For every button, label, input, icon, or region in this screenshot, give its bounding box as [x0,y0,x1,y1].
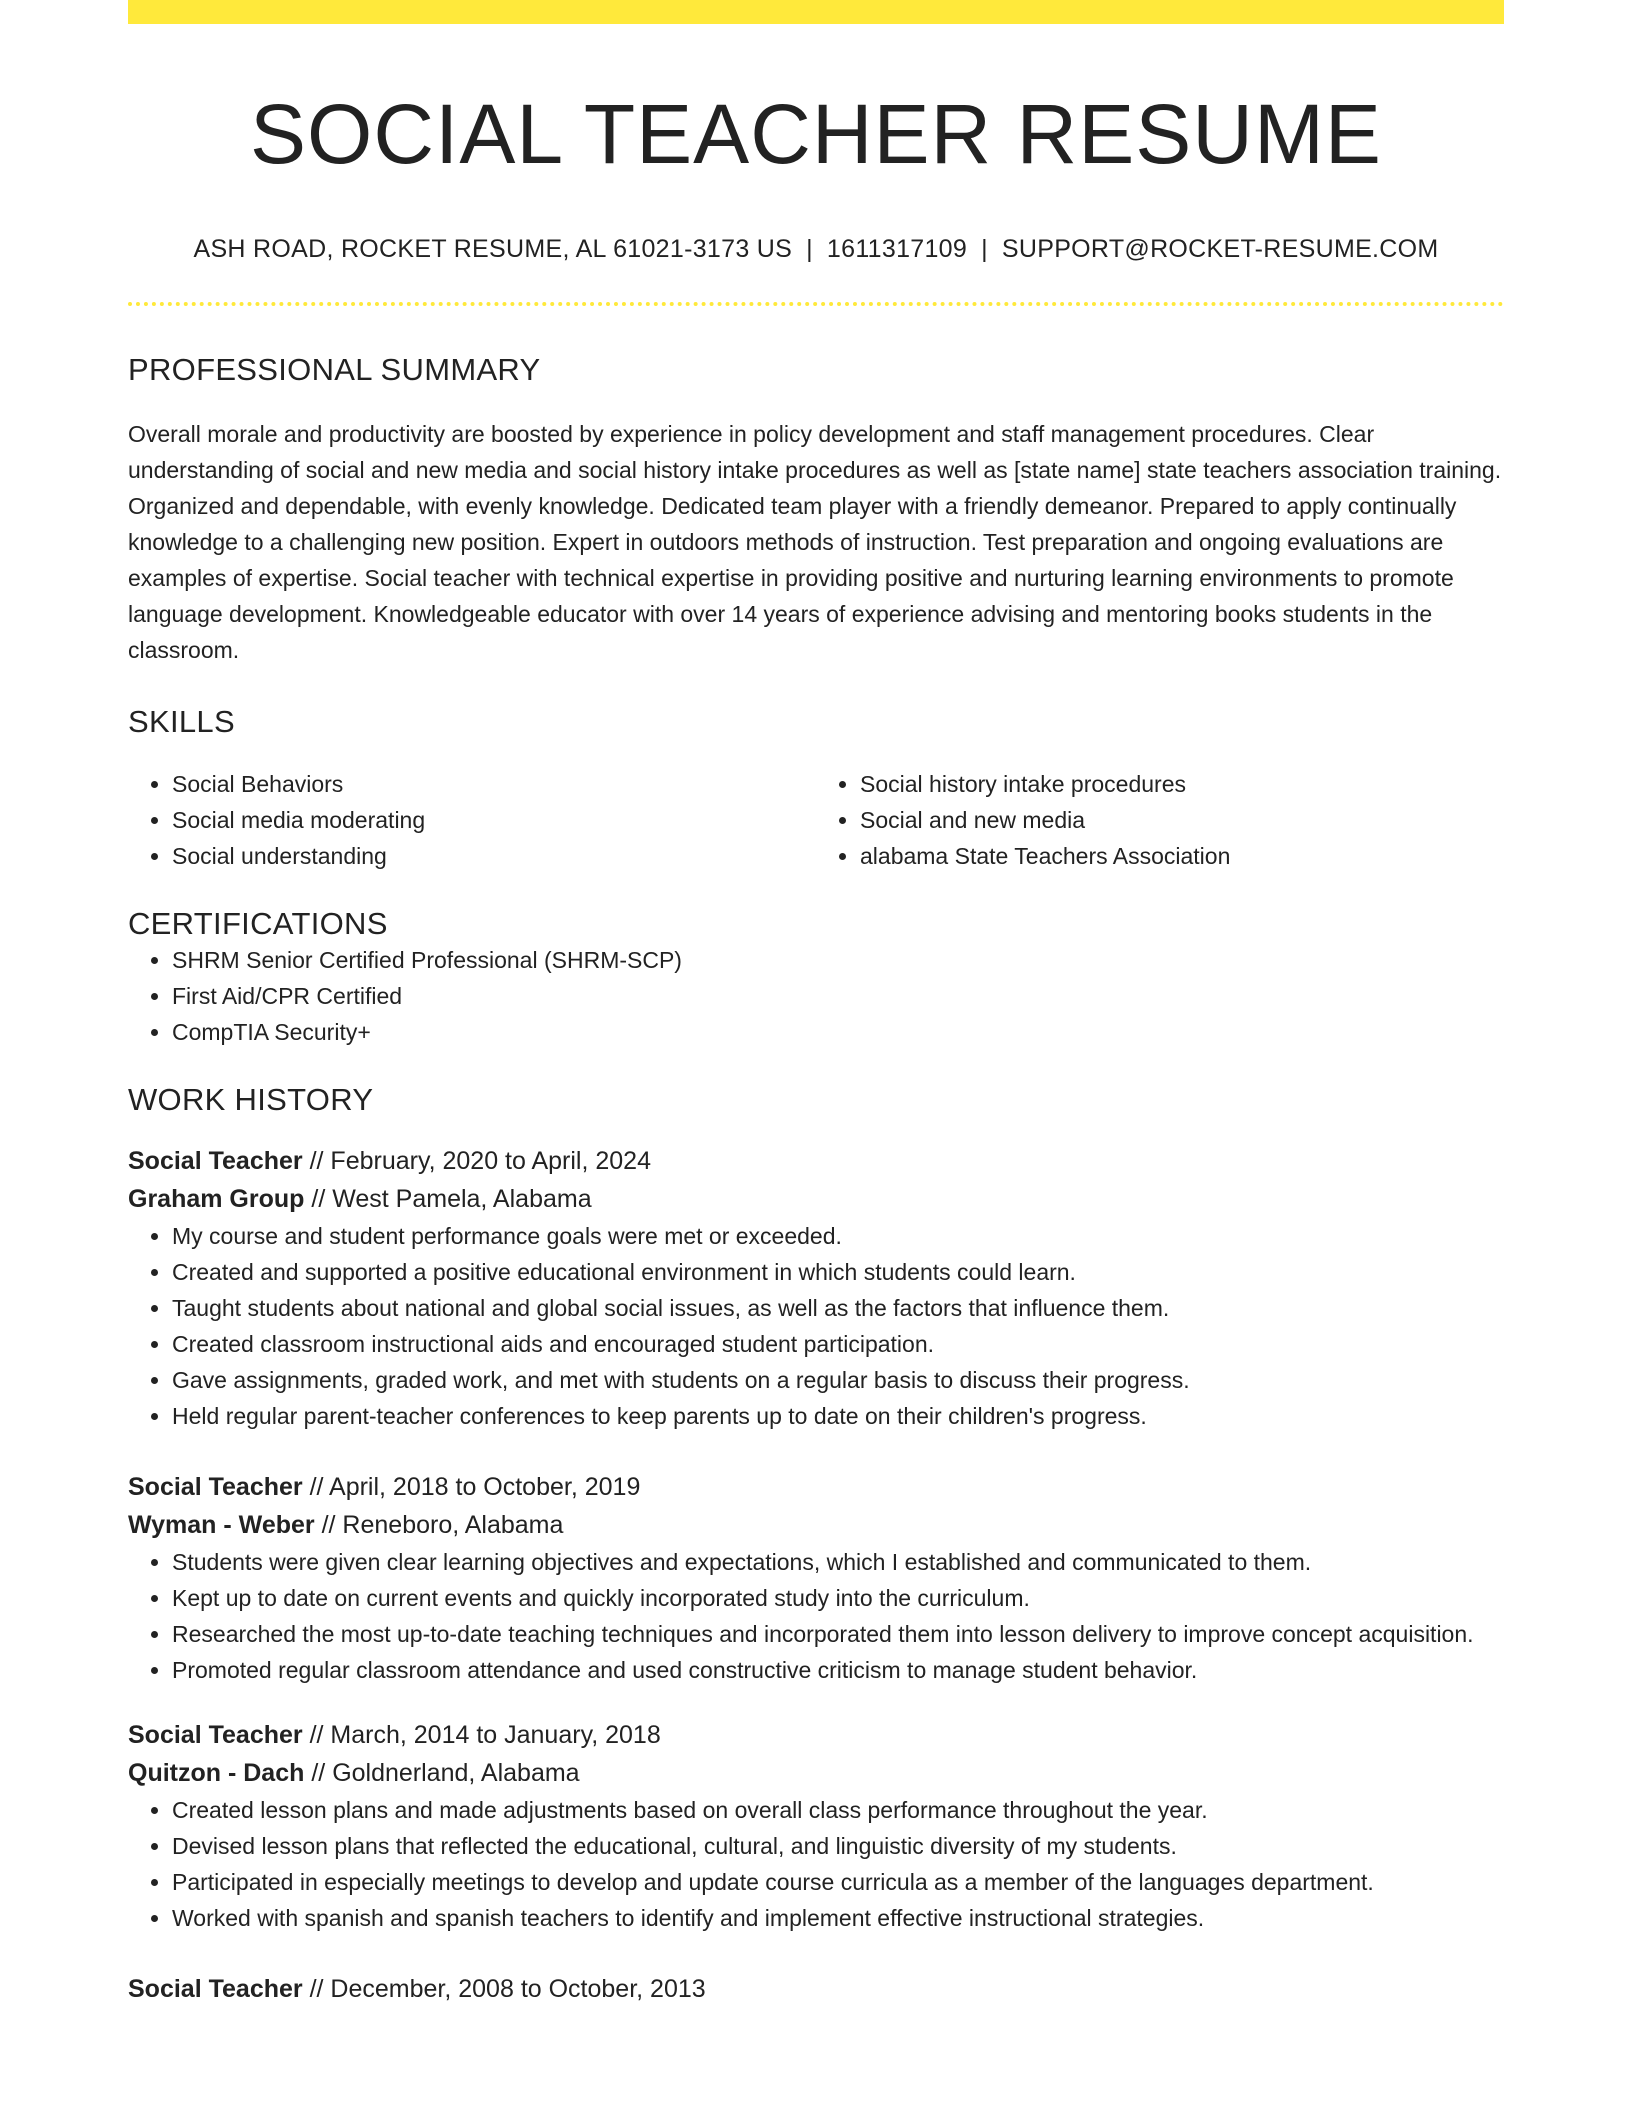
job-company: Quitzon - Dach [128,1758,305,1787]
skill-item: • alabama State Teachers Association [860,838,1504,874]
skill-item: • Social and new media [860,802,1504,838]
work-history-heading: WORK HISTORY [128,1081,374,1117]
job-separator: // [302,1720,331,1749]
job-bullet: • Taught students about national and global social issues, as well as the factors that influence them. [172,1290,1504,1326]
contact-separator: | [981,234,988,263]
job-bullet: • My course and student performance goals were met or exceeded. [172,1218,1504,1254]
header-divider [128,302,1504,306]
certifications-list [128,942,1504,1050]
job-bullet: • Created lesson plans and made adjustments based on overall class performance throughout the year. [172,1792,1504,1828]
certifications-heading: CERTIFICATIONS [128,905,388,941]
job-title-line [128,1142,1504,1180]
skill-item: • Social Behaviors [172,766,816,802]
job-bullet: • Researched the most up-to-date teaching techniques and incorporated them into lesson delivery to improve concept acquisition. [172,1616,1504,1652]
job-company-line [128,1506,1504,1544]
job-bullet: • Held regular parent-teacher conferences to keep parents up to date on their children's progress. [172,1398,1504,1434]
skills-list-left [128,766,816,874]
job-location: Reneboro, Alabama [342,1510,564,1539]
job-entry [128,1970,1504,2008]
job-company-line [128,1180,1504,1218]
contact-address: ASH ROAD, ROCKET RESUME, AL 61021-3173 US [193,234,793,263]
job-company: Wyman - Weber [128,1510,315,1539]
job-entry [128,1142,1504,1434]
skill-item: • Social history intake procedures [860,766,1504,802]
job-company-line [128,1754,1504,1792]
job-bullet: • Promoted regular classroom attendance and used constructive criticism to manage student behavior. [172,1652,1504,1688]
certification-item: • SHRM Senior Certified Professional (SHRM-SCP) [172,942,1504,978]
certification-item: • First Aid/CPR Certified [172,978,1504,1014]
job-bullet: • Worked with spanish and spanish teachers to identify and implement effective instructional strategies. [172,1900,1504,1936]
contact-email[interactable]: SUPPORT@ROCKET-RESUME.COM [1001,234,1439,263]
job-bullet: • Devised lesson plans that reflected the educational, cultural, and linguistic diversity of my students. [172,1828,1504,1864]
job-separator: // [304,1184,333,1213]
job-bullet: • Kept up to date on current events and quickly incorporated study into the curriculum. [172,1580,1504,1616]
skill-item: • Social media moderating [172,802,816,838]
job-location: West Pamela, Alabama [332,1184,592,1213]
job-separator: // [302,1146,331,1175]
job-title: Social Teacher [128,1146,303,1175]
job-separator: // [304,1758,333,1787]
job-location: Goldnerland, Alabama [332,1758,580,1787]
contact-line [128,235,1504,264]
job-dates: February, 2020 to April, 2024 [330,1146,651,1175]
job-separator: // [302,1974,331,2003]
resume-title: SOCIAL TEACHER RESUME [250,87,1382,181]
job-bullets [128,1218,1504,1434]
skill-item: • Social understanding [172,838,816,874]
job-separator: // [314,1510,343,1539]
contact-phone: 1611317109 [826,234,968,263]
job-bullet: • Created and supported a positive educational environment in which students could learn. [172,1254,1504,1290]
job-bullets [128,1792,1504,1936]
job-company: Graham Group [128,1184,305,1213]
job-dates: April, 2018 to October, 2019 [329,1472,641,1501]
job-title-line [128,1970,1504,2008]
skills-heading: SKILLS [128,703,235,739]
summary-heading: PROFESSIONAL SUMMARY [128,351,541,387]
job-title: Social Teacher [128,1472,303,1501]
contact-separator: | [806,234,813,263]
job-bullets [128,1544,1504,1688]
resume-page [128,0,1504,2008]
job-dates: December, 2008 to October, 2013 [330,1974,706,2003]
job-bullet: • Students were given clear learning objectives and expectations, which I established and communicated to them. [172,1544,1504,1580]
job-title: Social Teacher [128,1720,303,1749]
job-title-line [128,1716,1504,1754]
job-entry [128,1468,1504,1688]
summary-text: Overall morale and productivity are boosted by experience in policy development and staff management procedures. Clear understanding of social and new media and social history intake procedures as well as [state name] state teachers association training. Organized and dependable, with evenly knowledge. Dedicated team player with a friendly demeanor. Prepared to apply continually knowledge to a challenging new position. Expert in outdoors methods of instruction. Test preparation and ongoing evaluations are examples of expertise. Social teacher with technical expertise in providing positive and nurturing learning environments to promote language development. Knowledgeable educator with over 14 years of experience advising and mentoring books students in the classroom. [128,420,1502,663]
job-bullet: • Created classroom instructional aids and encouraged student participation. [172,1326,1504,1362]
skills-grid [128,766,1504,874]
skills-list-right [816,766,1504,874]
job-separator: // [302,1472,330,1501]
certification-item: • CompTIA Security+ [172,1014,1504,1050]
job-title-line [128,1468,1504,1506]
job-bullet: • Gave assignments, graded work, and met with students on a regular basis to discuss their progress. [172,1362,1504,1398]
job-bullet: • Participated in especially meetings to develop and update course curricula as a member of the languages department. [172,1864,1504,1900]
job-entry [128,1716,1504,1936]
job-title: Social Teacher [128,1974,303,2003]
top-accent-bar [128,0,1504,24]
job-dates: March, 2014 to January, 2018 [330,1720,661,1749]
